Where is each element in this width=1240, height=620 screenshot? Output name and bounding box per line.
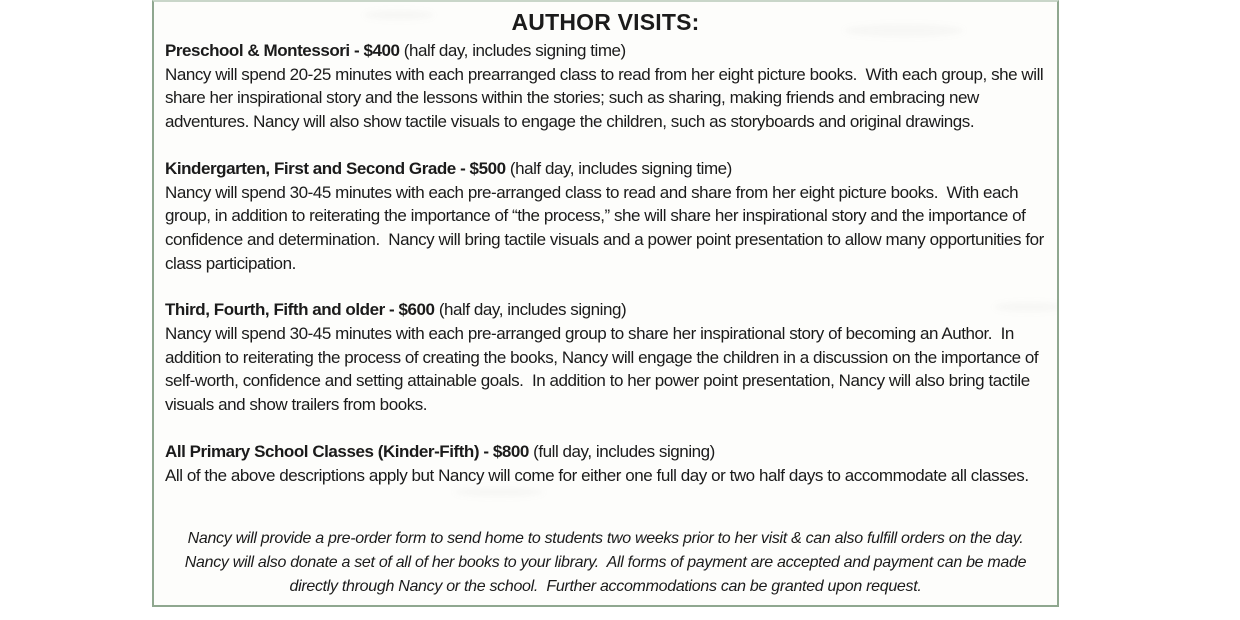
package-name: All Primary School Classes (Kinder-Fifth) - $800 xyxy=(165,441,529,461)
package-terms: (half day, includes signing) xyxy=(438,300,627,320)
scan-artifact xyxy=(454,487,544,497)
package-terms: (full day, includes signing) xyxy=(533,441,715,461)
package-description: All of the above descriptions apply but Nancy will come for either one full day or two half days to accommodate all classes. xyxy=(165,465,1029,485)
package-name: Third, Fourth, Fifth and older - $600 xyxy=(165,300,435,320)
section-kindergarten-first-second xyxy=(165,157,1049,276)
section-preschool-montessori xyxy=(165,39,1046,134)
section-heading xyxy=(165,440,1046,464)
package-terms: (half day, includes signing time) xyxy=(509,158,732,178)
section-heading xyxy=(165,39,1046,63)
section-heading xyxy=(165,298,1046,322)
author-visits-flyer xyxy=(152,0,1059,607)
package-description: Nancy will spend 20-25 minutes with each prearranged class to read from her eight picture books. With each group, she will share her inspirational story and the lessons within the stories; such as sharing, making friends and embracing new adventures. Nancy will also show tactile visuals to engage the children, such as storyboards and original drawings. xyxy=(165,64,1048,132)
package-terms: (half day, includes signing time) xyxy=(403,41,626,60)
section-third-fourth-fifth xyxy=(165,298,1046,417)
package-name: Preschool & Montessori - $400 xyxy=(165,41,400,60)
footer-note: Nancy will provide a pre-order form to send home to students two weeks prior to her visit & can also fulfill orders on the day. Nancy will also donate a set of all of her books to your library. All forms of payment are accepted and payment can be made directly through Nancy or the school. Further accommodations can be granted upon request. xyxy=(184,530,1031,596)
package-name: Kindergarten, First and Second Grade - $500 xyxy=(165,158,506,178)
page-title: AUTHOR VISITS: xyxy=(511,9,700,35)
section-all-primary-classes xyxy=(165,440,1046,487)
package-description: Nancy will spend 30-45 minutes with each pre-arranged group to share her inspirational story of becoming an Author. In addition to reiterating the process of creating the books, Nancy will engage the children in a discussion on the importance of self-worth, confidence and setting attainable goals. In addition to her power point presentation, Nancy will also bring tactile visuals and show trailers from books. xyxy=(165,324,1043,415)
section-heading xyxy=(165,157,1046,181)
package-description: Nancy will spend 30-45 minutes with each pre-arranged class to read and share from her eight picture books. With each group, in addition to reiterating the importance of “the process,” she will share her inspirational story and the importance of confidence and determination. Nancy will bring tactile visuals and a power point presentation to allow many opportunities for class participation. xyxy=(165,182,1049,273)
